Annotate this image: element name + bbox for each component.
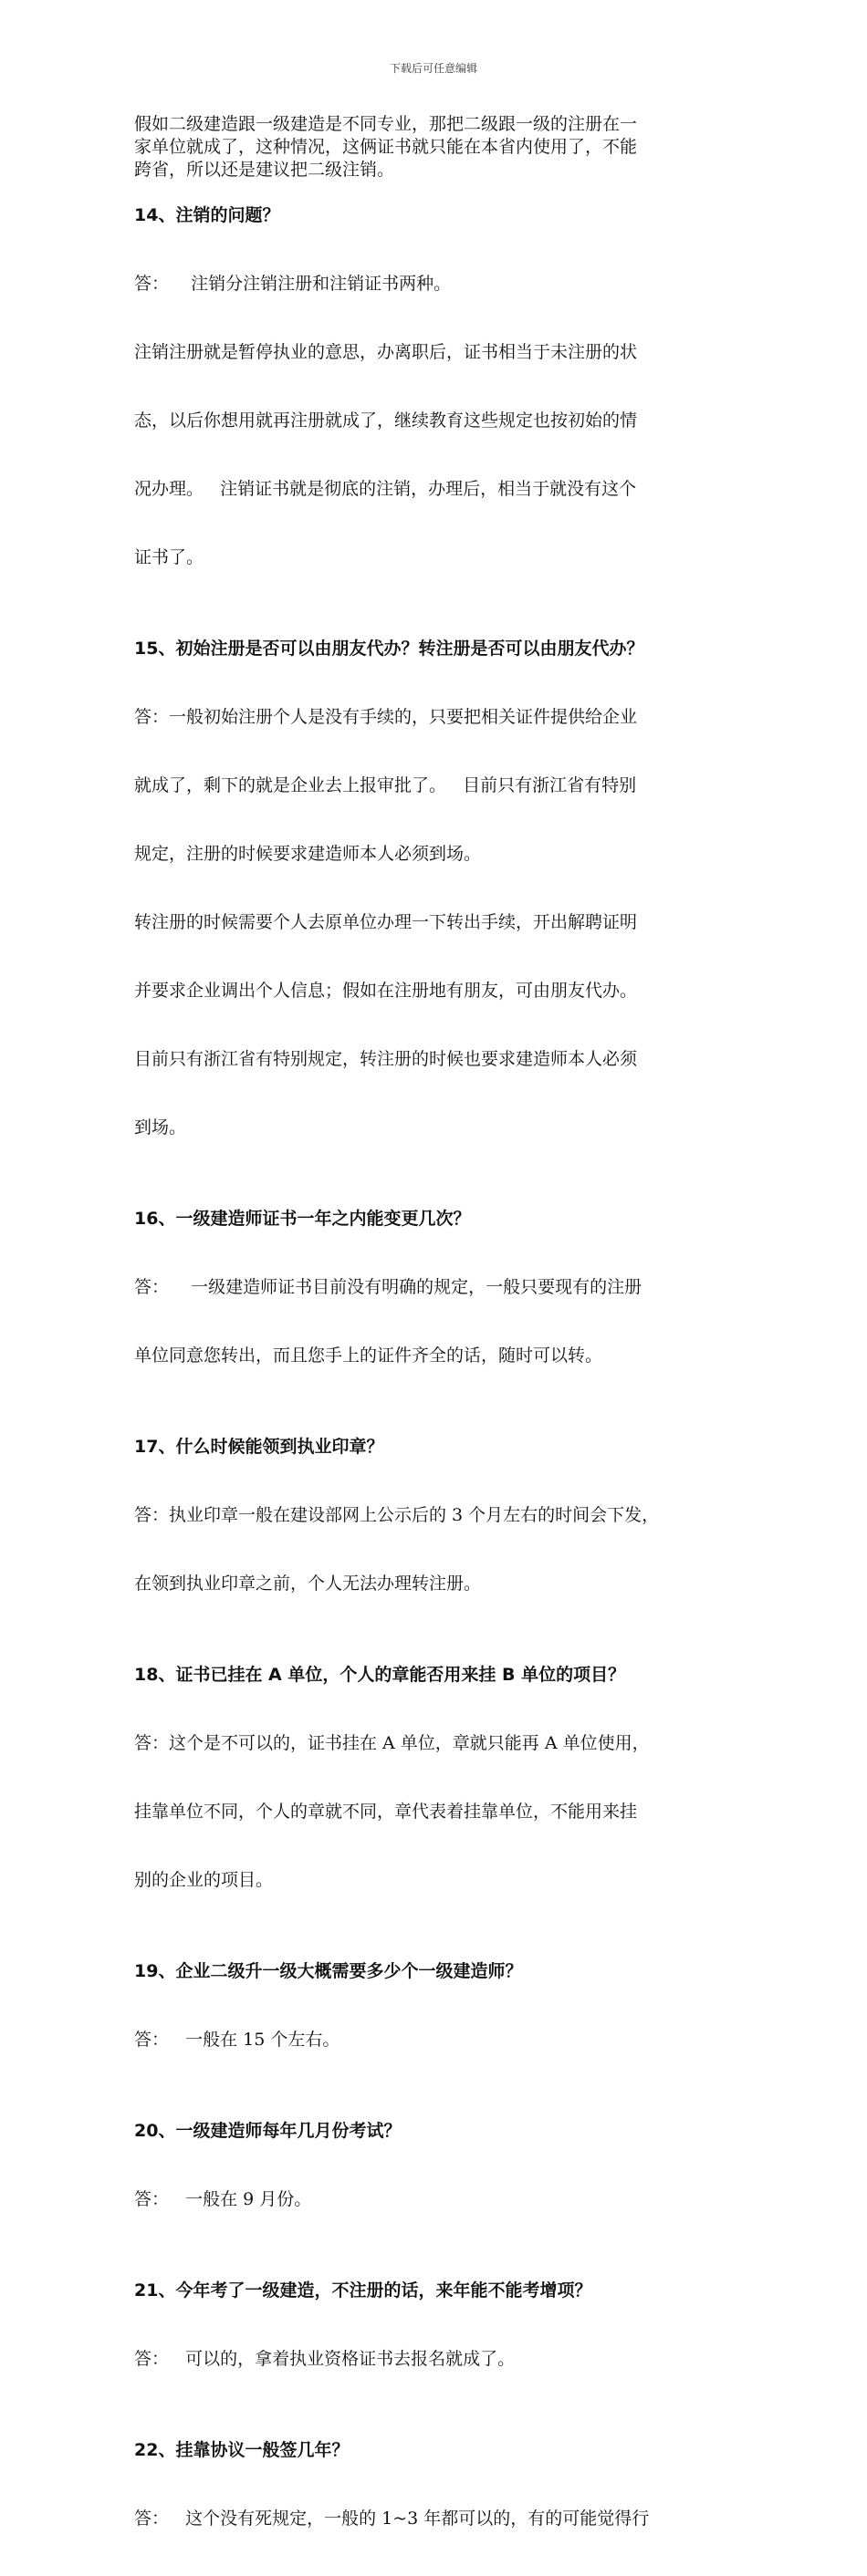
text-line: 并要求企业调出个人信息；假如在注册地有朋友，可由朋友代办。	[134, 981, 638, 1001]
text-line: 别的企业的项目。	[134, 1870, 274, 1890]
text-line: 答：执业印章一般在建设部网上公示后的 3 个月左右的时间会下发，	[134, 1505, 660, 1525]
question-heading: 14、注销的问题？	[134, 205, 280, 225]
question-heading: 19、企业二级升一级大概需要多少个一级建造师？	[134, 1961, 523, 1981]
text-line: 就成了，剩下的就是企业去上报审批了。 目前只有浙江省有特别	[134, 775, 637, 795]
qa-item	[134, 638, 736, 1185]
text-line: 假如二级建造跟一级建造是不同专业，那把二级跟一级的注册在一	[134, 114, 638, 134]
answer-text	[134, 1983, 736, 2097]
text-line: 目前只有浙江省有特别规定，转注册的时候也要求建造师本人必须	[134, 1049, 638, 1069]
text-line: 况办理。 注销证书就是彻底的注销，办理后，相当于就没有这个	[134, 479, 637, 499]
text-line: 答： 一级建造师证书目前没有明确的规定，一般只要现有的注册	[134, 1277, 642, 1297]
text-line: 态，以后你想用就再注册就成了，继续教育这些规定也按初始的情	[134, 410, 638, 431]
text-line: 答： 可以的，拿着执业资格证书去报名就成了。	[134, 2349, 516, 2369]
text-line: 答：一般初始注册个人是没有手续的，只要把相关证件提供给企业	[134, 707, 638, 727]
page-header: 下载后可任意编辑	[389, 62, 477, 75]
text-line: 答： 一般在 15 个左右。	[134, 2030, 340, 2050]
qa-item	[134, 2120, 736, 2257]
qa-item	[134, 1960, 736, 2097]
qa-item	[134, 1436, 736, 1641]
question-heading: 21、今年考了一级建造，不注册的话，来年能不能考增项？	[134, 2280, 592, 2301]
text-line: 挂靠单位不同，个人的章就不同，章代表着挂靠单位，不能用来挂	[134, 1802, 638, 1822]
text-line: 答： 一般在 9 月份。	[134, 2189, 312, 2209]
question-heading: 18、证书已挂在 A 单位，个人的章能否用来挂 B 单位的项目？	[134, 1665, 626, 1685]
answer-text	[134, 1459, 736, 1641]
text-line: 答：这个是不可以的，证书挂在 A 单位，章就只能再 A 单位使用，	[134, 1733, 650, 1753]
text-line: 答： 这个没有死规定，一般的 1~3 年都可以的，有的可能觉得行	[134, 2508, 650, 2529]
text-line: 家单位就成了，这种情况，这俩证书就只能在本省内使用了，不能	[134, 137, 638, 157]
text-line: 注销注册就是暂停执业的意思，办离职后，证书相当于未注册的状	[134, 342, 638, 362]
question-heading: 20、一级建造师每年几月份考试？	[134, 2121, 402, 2141]
text-line: 在领到执业印章之前，个人无法办理转注册。	[134, 1574, 482, 1594]
intro-paragraph	[134, 113, 736, 182]
text-line: 证书了。	[134, 547, 204, 567]
question-heading: 15、初始注册是否可以由朋友代办？转注册是否可以由朋友代办？	[134, 639, 644, 659]
question-heading: 17、什么时候能领到执业印章？	[134, 1437, 384, 1457]
answer-text	[134, 2462, 736, 2576]
text-line: 到场。	[134, 1117, 187, 1137]
qa-item	[134, 1664, 736, 1937]
question-heading: 22、挂靠协议一般签几年？	[134, 2440, 350, 2460]
qa-item	[134, 2439, 736, 2576]
text-line: 转注册的时候需要个人去原单位办理一下转出手续，开出解聘证明	[134, 912, 638, 932]
text-line: 规定，注册的时候要求建造师本人必须到场。	[134, 844, 482, 864]
qa-item	[134, 1208, 736, 1413]
question-heading: 16、一级建造师证书一年之内能变更几次？	[134, 1209, 471, 1229]
answer-text	[134, 1687, 736, 1937]
document-body	[134, 113, 736, 2576]
answer-text	[134, 227, 736, 615]
answer-text	[134, 2302, 736, 2416]
text-line: 跨省，所以还是建议把二级注销。	[134, 160, 395, 180]
answer-text	[134, 660, 736, 1185]
text-line: 单位同意您转出，而且您手上的证件齐全的话，随时可以转。	[134, 1345, 603, 1366]
answer-text	[134, 1231, 736, 1413]
qa-item	[134, 204, 736, 615]
answer-text	[134, 2143, 736, 2257]
qa-item	[134, 2280, 736, 2416]
text-line: 答： 注销分注销注册和注销证书两种。	[134, 274, 452, 294]
